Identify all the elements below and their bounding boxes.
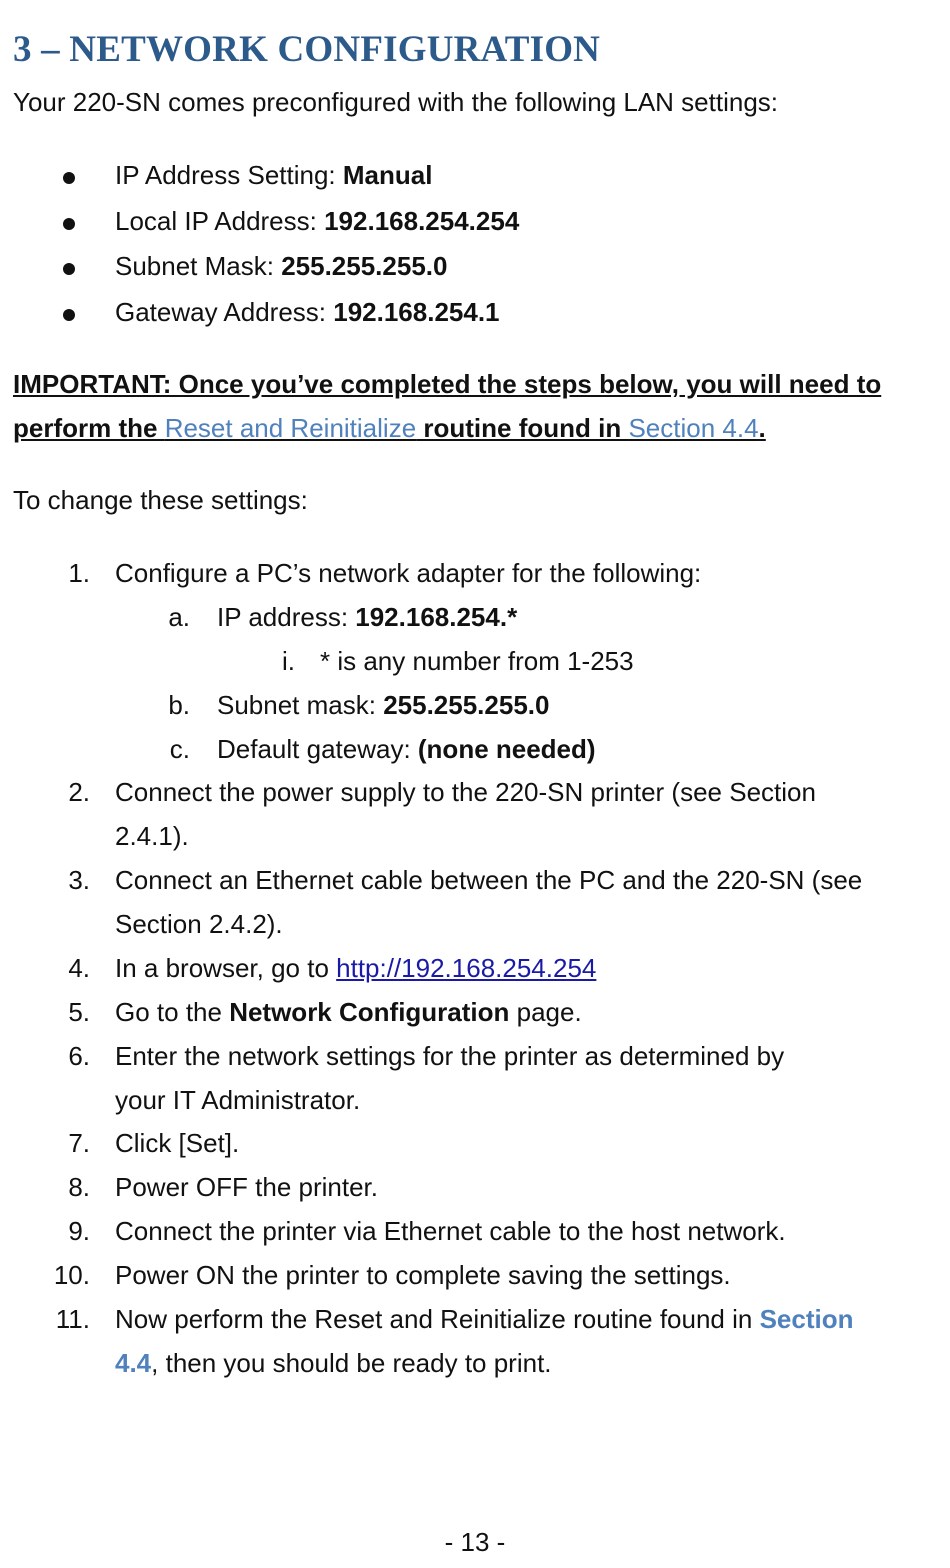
setting-value: 255.255.255.0 xyxy=(281,251,448,281)
reset-reinitialize-link[interactable]: Reset and Reinitialize xyxy=(164,413,417,443)
step-text: Configure a PC’s network adapter for the following: xyxy=(115,558,702,588)
section-link[interactable]: Section xyxy=(759,1304,854,1334)
step-number: 3. xyxy=(68,865,90,895)
step-value: 255.255.255.0 xyxy=(383,690,550,720)
step-number: 6. xyxy=(68,1041,90,1071)
step-value: 192.168.254.* xyxy=(355,602,518,632)
bullet-icon xyxy=(63,263,75,275)
step-text: Connect the printer via Ethernet cable to the host network. xyxy=(115,1216,786,1246)
step-number: c. xyxy=(169,734,190,764)
page-number: - 13 - xyxy=(444,1527,506,1557)
step-bold: Network Configuration xyxy=(229,997,510,1027)
step-text: In a browser, go to xyxy=(115,953,337,983)
change-intro-text: To change these settings: xyxy=(13,485,308,515)
setting-label: Gateway Address: xyxy=(115,297,334,327)
step-text: Connect the power supply to the 220-SN printer (see Section xyxy=(115,777,816,807)
step-number: 5. xyxy=(68,997,90,1027)
section-4-4-link[interactable]: Section 4.4 xyxy=(628,413,759,443)
step-text: your IT Administrator. xyxy=(115,1085,361,1115)
step-text: Click [Set]. xyxy=(115,1128,240,1158)
step-text: Power ON the printer to complete saving the settings. xyxy=(115,1260,731,1290)
section-link[interactable]: 4.4 xyxy=(115,1348,152,1378)
important-text: . xyxy=(758,413,766,443)
step-text: IP address: xyxy=(217,602,356,632)
step-text: Now perform the Reset and Reinitialize routine found in xyxy=(115,1304,760,1334)
setting-value: Manual xyxy=(342,160,433,190)
step-text: Go to the xyxy=(115,997,230,1027)
step-number: a. xyxy=(168,602,190,632)
step-value: (none needed) xyxy=(417,734,596,764)
page-title: 3 – NETWORK CONFIGURATION xyxy=(13,29,601,70)
step-text: Default gateway: xyxy=(217,734,418,764)
step-text: page. xyxy=(509,997,582,1027)
setting-label: Subnet Mask: xyxy=(115,251,282,281)
step-number: i. xyxy=(282,646,295,676)
step-text: Section 2.4.2). xyxy=(115,909,283,939)
bullet-icon xyxy=(63,218,75,230)
step-number: 2. xyxy=(68,777,90,807)
step-number: 10. xyxy=(53,1260,90,1290)
step-text: * is any number from 1-253 xyxy=(320,646,634,676)
step-text: Power OFF the printer. xyxy=(115,1172,378,1202)
step-number: 8. xyxy=(68,1172,90,1202)
step-number: 1. xyxy=(68,558,90,588)
step-text: Connect an Ethernet cable between the PC and the 220-SN (see xyxy=(115,865,863,895)
step-text: Enter the network settings for the printer as determined by xyxy=(115,1041,785,1071)
setting-label: Local IP Address: xyxy=(115,206,325,236)
important-text: routine found in xyxy=(416,413,629,443)
step-text: 2.4.1). xyxy=(115,821,189,851)
step-number: 11. xyxy=(55,1304,90,1334)
step-text: , then you should be ready to print. xyxy=(151,1348,552,1378)
step-number: 9. xyxy=(68,1216,90,1246)
setting-label: IP Address Setting: xyxy=(115,160,343,190)
step-number: 4. xyxy=(68,953,90,983)
important-text: perform the xyxy=(13,413,165,443)
bullet-icon xyxy=(63,309,75,321)
printer-url-link[interactable]: http://192.168.254.254 xyxy=(336,953,597,983)
important-notice-line1: IMPORTANT: Once you’ve completed the steps below, you will need to xyxy=(13,369,882,399)
step-text: Subnet mask: xyxy=(217,690,384,720)
step-number: b. xyxy=(168,690,190,720)
setting-value: 192.168.254.1 xyxy=(333,297,500,327)
important-notice-line2 xyxy=(13,406,766,450)
setting-value: 192.168.254.254 xyxy=(324,206,520,236)
step-number: 7. xyxy=(68,1128,90,1158)
bullet-icon xyxy=(63,172,75,184)
intro-text: Your 220-SN comes preconfigured with the following LAN settings: xyxy=(13,87,779,117)
